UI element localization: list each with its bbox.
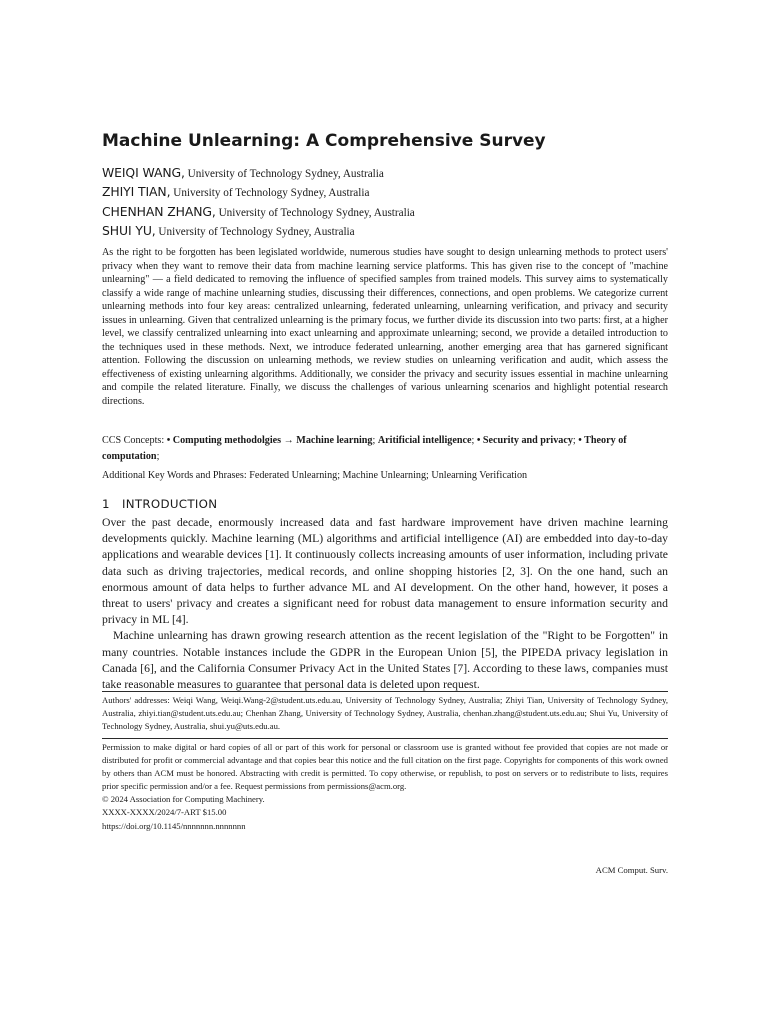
permission-notice: Permission to make digital or hard copies of all or part of this work for personal or classroom use is granted without fee provided that copies are not made or distributed for profit or commercial advantage and that copies bear this notice and the full citation on the first page. Copyrights for components of this work owned by others than ACM must be honored. Abstracting with credit is permitted. To copy otherwise, or republish, to post on servers or to redistribute to lists, requires prior specific permission and/or a fee. Request permissions from permissions@acm.org.	[102, 742, 668, 792]
author-affiliation: University of Technology Sydney, Australia	[155, 226, 355, 239]
ccs-prefix: CCS Concepts:	[102, 435, 167, 446]
ccs-concept: • Computing methodolgies → Machine learning	[166, 435, 373, 446]
author-entry	[102, 164, 668, 183]
ccs-concept: Aritificial intelligence	[377, 435, 472, 446]
doi-link[interactable]: https://doi.org/10.1145/nnnnnnn.nnnnnnn	[102, 820, 246, 831]
ccs-concept: • Theory of computation	[102, 435, 627, 462]
abstract: As the right to be forgotten has been legislated worldwide, numerous studies have sought to design unlearning methods to protect users' privacy when they want to remove their data from machine learning service platforms. This has given rise to the concept of "machine unlearning" — a field dedicated to removing the influence of specified samples from trained models. This survey aims to systematically classify a wide range of machine unlearning studies, discussing their differences, connections, and open problems. We categorize current unlearning methods into four key areas: centralized unlearning, federated unlearning, unlearning verification, and privacy and security issues in unlearning. Given that centralized unlearning is the primary focus, we further divide its discussion into two parts: first, at a higher level, we classify centralized unlearning into exact unlearning and approximate unlearning; second, we provide a detailed introduction to the techniques used in these methods. Next, we introduce federated unlearning, another emerging area that has garnered significant attention. Following the discussion on unlearning methods, we review studies on unlearning verification and audit, which assess the effectiveness of existing unlearning algorithms. Additionally, we consider the privacy and security issues essential in machine unlearning and compile the related literature. Finally, we discuss the challenges of various unlearning scenarios and highlight potential research directions.	[102, 247, 668, 407]
author-entry	[102, 183, 668, 202]
author-affiliation: University of Technology Sydney, Australia	[184, 168, 384, 180]
author-entry	[102, 203, 668, 222]
ccs-separator: ;	[572, 435, 579, 446]
ccs-separator: ;	[372, 435, 378, 446]
ccs-separator: ;	[156, 450, 160, 462]
ccs-separator: ;	[471, 435, 477, 446]
author-entry	[102, 222, 668, 241]
body-paragraph: Machine unlearning has drawn growing research attention as the recent legislation of the "Right to be Forgotten" in many countries. Notable instances include the GDPR in the European Union [5], the PIPEDA privacy legislation in Canada [6], and the California Consumer Privacy Act in the United States [7]. According to these laws, companies must take reasonable measures to guarantee that personal data is deleted upon request.	[102, 629, 668, 692]
author-affiliation: University of Technology Sydney, Australia	[215, 206, 415, 219]
author-name: ZHIYI TIAN,	[102, 184, 171, 200]
permission-block	[102, 741, 668, 833]
ccs-concept: • Security and privacy	[476, 435, 573, 446]
footnote-divider	[102, 691, 668, 692]
ccs-concepts	[102, 433, 668, 464]
issn-line: XXXX-XXXX/2024/7-ART $15.00	[102, 807, 227, 818]
authors-addresses: Authors' addresses: Weiqi Wang, Weiqi.Wang-2@student.uts.edu.au, University of Technology Sydney, Australia; Zhiyi Tian, University of Technology Sydney, Australia, zhiyi.tian@student.uts.edu.au; Chenhan Zhang, University of Technology Sydney, Australia, chenhan.zhang@student.uts.edu.au; Shui Yu, University of Technology Sydney, Australia, shui.yu@uts.edu.au.	[102, 695, 668, 732]
author-name: SHUI YU,	[102, 223, 156, 239]
author-name: WEIQI WANG,	[102, 165, 185, 180]
section-title: INTRODUCTION	[122, 497, 218, 511]
author-affiliation: University of Technology Sydney, Australia	[170, 187, 370, 200]
permission-divider	[102, 738, 668, 739]
keywords: Additional Key Words and Phrases: Federated Unlearning; Machine Unlearning; Unlearning Verification	[102, 470, 528, 481]
paper-title: Machine Unlearning: A Comprehensive Survey	[102, 131, 546, 151]
introduction-body	[102, 515, 668, 693]
journal-name: ACM Comput. Surv.	[595, 865, 668, 875]
author-name: CHENHAN ZHANG,	[102, 203, 216, 219]
section-heading	[102, 495, 217, 513]
body-paragraph: Over the past decade, enormously increased data and fast hardware improvement have driven machine learning developments quickly. Machine learning (ML) algorithms and artificial intelligence (AI) are embedded into day-to-day applications and wearable devices [1]. It continuously collects increasing amounts of user information, including private data such as driving trajectories, medical records, and online shopping histories [2, 3]. On the one hand, such an enormous amount of data helps to further advance ML and AI development. On the other hand, however, it poses a threat to users' privacy and creates a significant need for robust data management to ensure information security and privacy in ML [4].	[102, 516, 668, 627]
section-number: 1	[102, 497, 110, 511]
author-list	[102, 164, 668, 242]
copyright-line: © 2024 Association for Computing Machinery.	[102, 794, 265, 805]
